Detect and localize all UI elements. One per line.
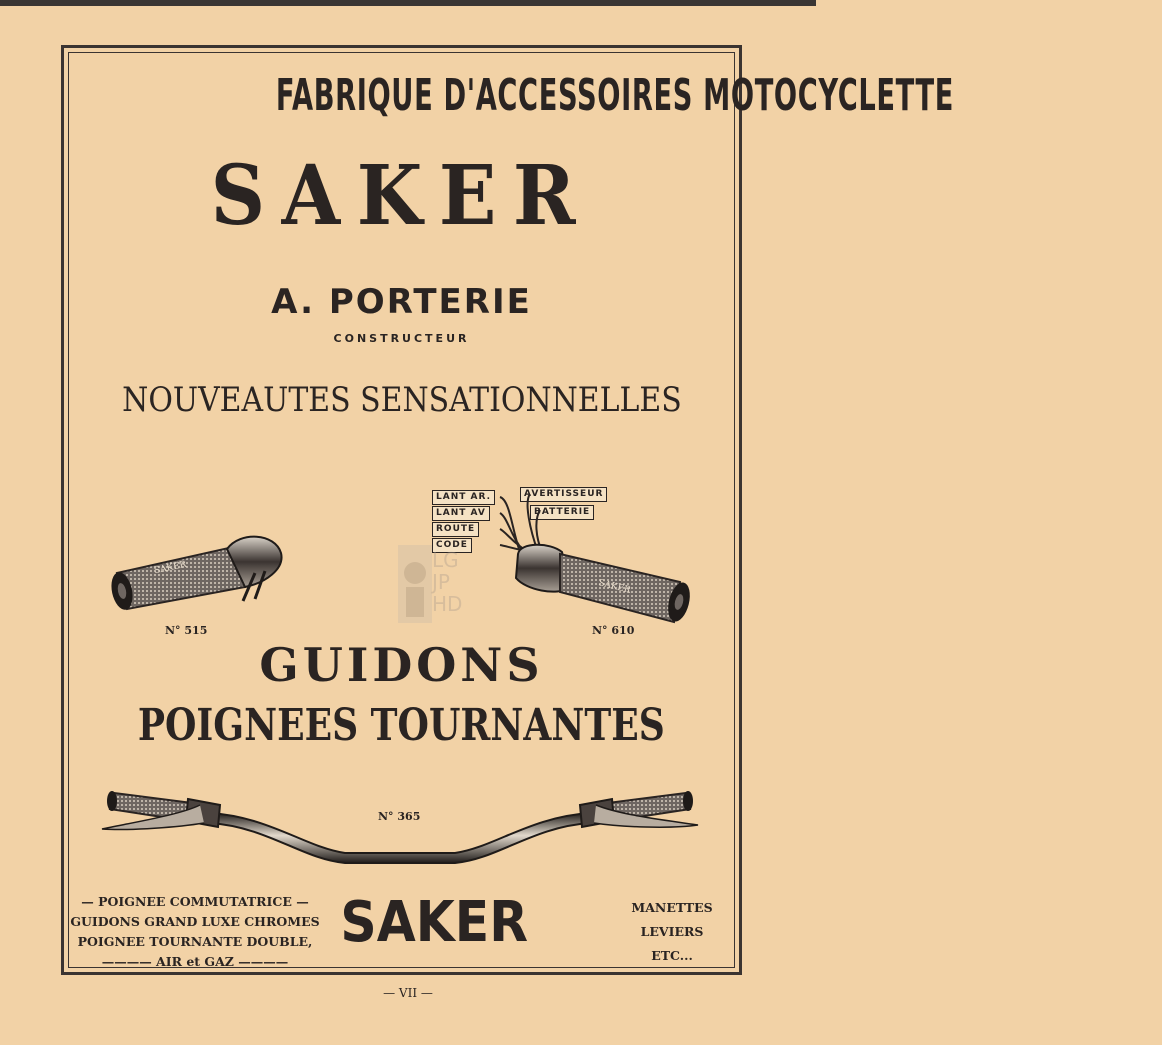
wire-label-route: ROUTE [432, 522, 479, 537]
header-title: FABRIQUE D'ACCESSOIRES MOTOCYCLETTE [275, 70, 955, 121]
footer-left-line: GUIDONS GRAND LUXE CHROMES [70, 914, 320, 929]
footer-brand-name: SAKER [340, 890, 529, 955]
wire-label-avertisseur: AVERTISSEUR [520, 487, 607, 502]
grip-610-engraving: SAKER [597, 578, 632, 596]
product-line-guidons: GUIDONS [259, 638, 544, 692]
maker-name: A. PORTERIE [271, 282, 532, 322]
grip-515-model-number: N° 515 [165, 624, 208, 637]
scan-watermark [398, 545, 480, 623]
footer-left-line: ———— AIR et GAZ ———— [101, 954, 289, 969]
handlebar-365-model-number: N° 365 [378, 810, 421, 823]
twist-grip-610-illustration [490, 490, 700, 630]
wire-label-lant-av: LANT AV [432, 506, 490, 521]
grip-515-engraving: SAKER [153, 559, 188, 577]
maker-role: CONSTRUCTEUR [333, 332, 470, 345]
brand-name: SAKER [210, 148, 593, 244]
product-line-poignees: POIGNEES TOURNANTES [138, 700, 665, 751]
twist-grip-515-illustration [105, 525, 290, 625]
footer-left-line: POIGNEE TOURNANTE DOUBLE, [77, 934, 313, 949]
wire-label-batterie: BATTERIE [530, 505, 594, 520]
tagline: NOUVEAUTES SENSATIONNELLES [121, 380, 682, 420]
wire-label-lant-ar: LANT AR. [432, 490, 495, 505]
footer-right-line: ETC... [651, 948, 693, 963]
footer-right-line: MANETTES [631, 900, 713, 915]
grip-610-model-number: N° 610 [592, 624, 635, 637]
footer-right-list [612, 896, 732, 968]
watermark-initials: LG JP HD [432, 548, 463, 616]
footer-right-line: LEVIERS [640, 924, 704, 939]
footer-left-line: — POIGNEE COMMUTATRICE — [81, 894, 309, 909]
scan-top-edge [0, 0, 816, 6]
wire-label-code: CODE [432, 538, 472, 553]
page-number: — VII — [383, 986, 433, 1000]
footer-left-features [70, 892, 320, 972]
